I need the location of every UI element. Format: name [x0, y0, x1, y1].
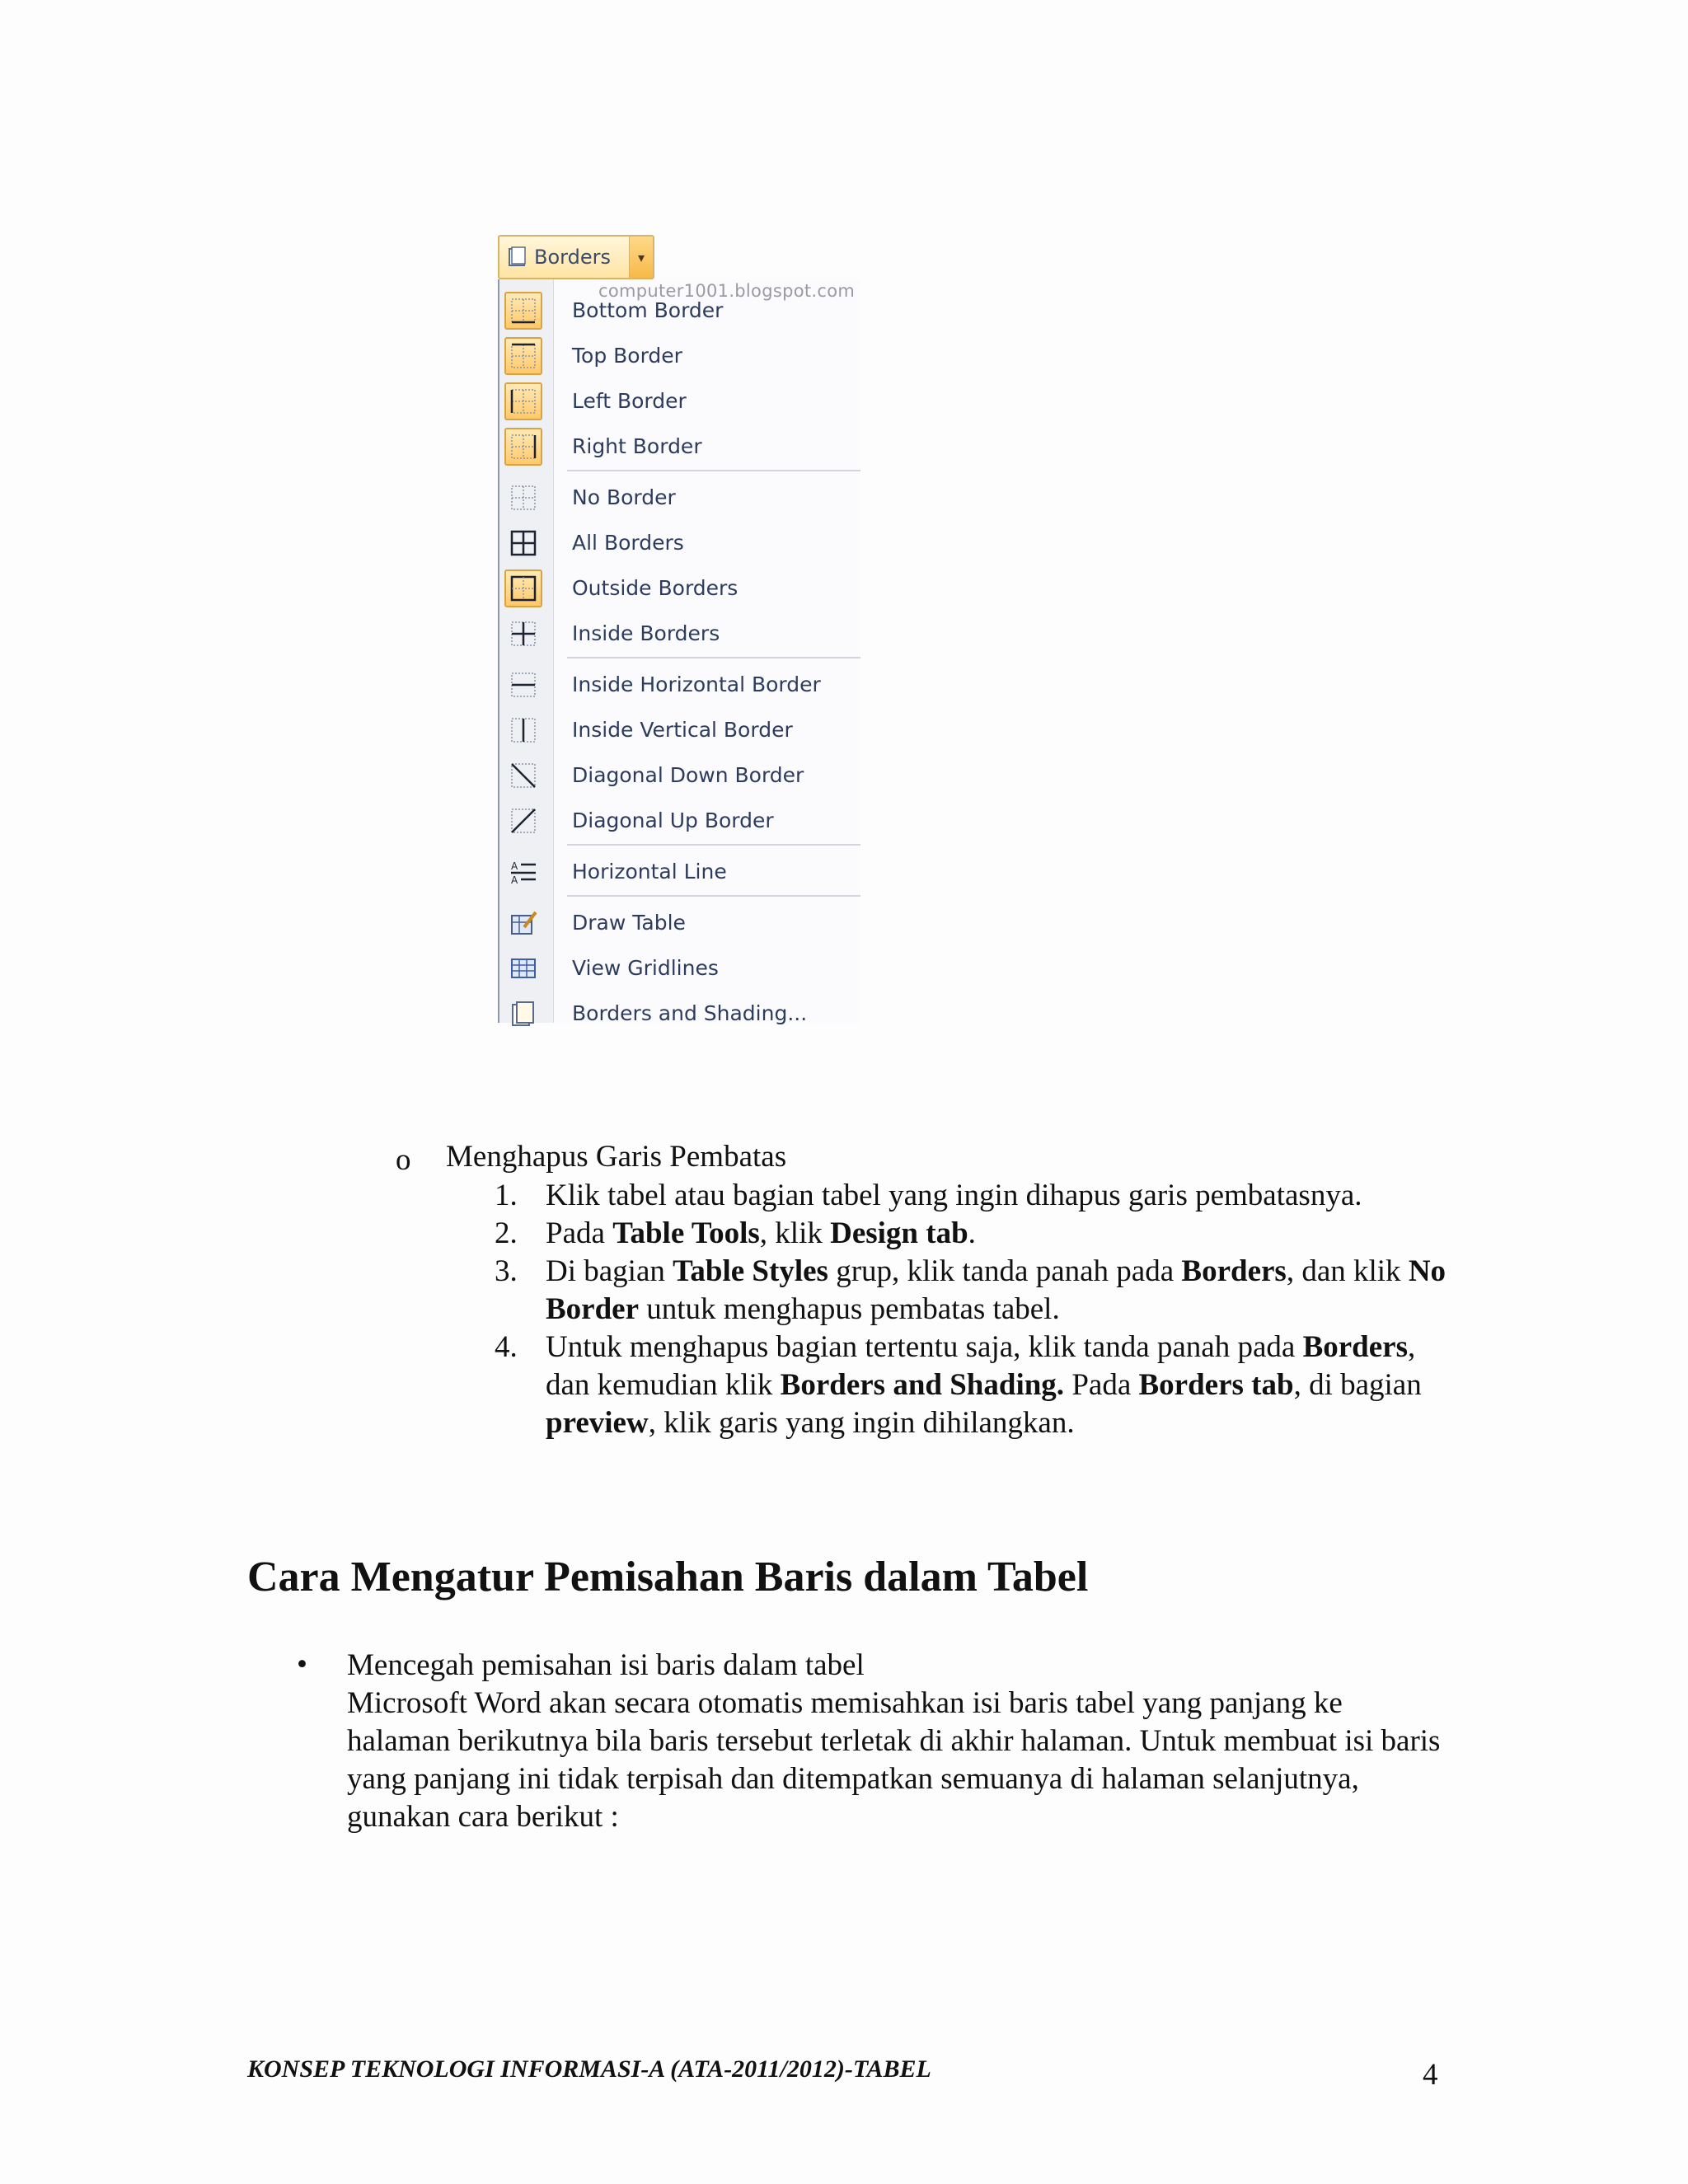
step-text: , dan kemudian klik — [546, 1330, 1416, 1402]
menu-item-diagonal-up-border[interactable] — [499, 798, 860, 843]
borders-dropdown-button[interactable] — [498, 235, 654, 279]
menu-item-no-border[interactable] — [499, 475, 860, 520]
borders-icon — [508, 246, 528, 269]
inside-vertical-border-icon — [504, 711, 542, 749]
step-number: 1. — [495, 1179, 518, 1212]
step-item — [495, 1177, 1459, 1215]
menu-item-top-border[interactable] — [499, 333, 860, 378]
menu-item-label: Right Border — [572, 434, 702, 458]
menu-item-label: Inside Borders — [572, 621, 720, 645]
right-border-icon — [504, 428, 542, 466]
menu-item-borders-shading[interactable] — [499, 991, 860, 1036]
outside-borders-icon — [504, 569, 542, 607]
menu-item-diagonal-down-border[interactable] — [499, 752, 860, 798]
bold-term: Borders tab — [1138, 1368, 1294, 1402]
bullet-marker: • — [297, 1647, 307, 1681]
footer-title: KONSEP TEKNOLOGI INFORMASI-A (ATA-2011/2012)-TABEL — [247, 2055, 931, 2083]
borders-menu-panel — [498, 279, 860, 1023]
step-item — [495, 1329, 1459, 1442]
step-text: grup, klik tanda panah pada — [828, 1254, 1182, 1288]
svg-text:A: A — [511, 874, 518, 886]
step-text: Pada — [1064, 1368, 1139, 1402]
menu-item-horizontal-line[interactable] — [499, 849, 860, 894]
menu-item-label: Inside Horizontal Border — [572, 673, 821, 696]
draw-table-icon — [504, 904, 542, 942]
diagonal-down-border-icon — [504, 757, 542, 794]
bold-term: preview — [546, 1406, 649, 1440]
bold-term: Borders and Shading. — [780, 1368, 1065, 1402]
inside-horizontal-border-icon — [504, 666, 542, 704]
sub-bullet-marker: o — [396, 1143, 411, 1177]
section-heading: Cara Mengatur Pemisahan Baris dalam Tabel — [247, 1554, 1089, 1601]
step-text: , klik — [759, 1216, 831, 1250]
step-item — [495, 1215, 1459, 1253]
menu-item-inside-borders[interactable] — [499, 611, 860, 656]
step-text: Pada — [546, 1216, 613, 1250]
bold-term: Table Tools — [612, 1216, 760, 1250]
menu-item-label: Draw Table — [572, 911, 686, 935]
bold-term: Borders — [1302, 1330, 1408, 1364]
menu-item-label: All Borders — [572, 531, 684, 555]
menu-item-label: Bottom Border — [572, 298, 724, 322]
menu-item-label: Outside Borders — [572, 576, 738, 600]
menu-items — [499, 288, 860, 1036]
menu-item-label: Left Border — [572, 389, 687, 413]
left-border-icon — [504, 382, 542, 420]
diagonal-up-border-icon — [504, 802, 542, 840]
menu-item-label: Inside Vertical Border — [572, 718, 793, 742]
page-number: 4 — [1423, 2058, 1438, 2092]
step-text: Untuk menghapus bagian tertentu saja, klik tanda panah pada — [546, 1330, 1303, 1364]
all-borders-icon — [504, 524, 542, 562]
bullet-item — [347, 1647, 1443, 1836]
step-text: untuk menghapus pembatas tabel. — [639, 1292, 1060, 1326]
bold-term: Design tab — [830, 1216, 968, 1250]
no-border-icon — [504, 479, 542, 517]
menu-item-all-borders[interactable] — [499, 520, 860, 565]
menu-item-label: Top Border — [572, 344, 682, 368]
step-text: , di bagian — [1293, 1368, 1422, 1402]
step-number: 4. — [495, 1330, 518, 1364]
menu-item-right-border[interactable] — [499, 424, 860, 469]
bold-term: Table Styles — [673, 1254, 828, 1288]
step-text: . — [968, 1216, 976, 1250]
step-text: , klik garis yang ingin dihilangkan. — [648, 1406, 1075, 1440]
bottom-border-icon — [504, 292, 542, 330]
subsection-title: Menghapus Garis Pembatas — [446, 1140, 787, 1174]
step-text: Klik tabel atau bagian tabel yang ingin dihapus garis pembatasnya. — [546, 1179, 1362, 1212]
menu-item-draw-table[interactable] — [499, 900, 860, 945]
step-item — [495, 1253, 1459, 1329]
menu-item-outside-borders[interactable] — [499, 565, 860, 611]
steps-list — [495, 1177, 1459, 1442]
menu-item-label: Diagonal Up Border — [572, 808, 774, 832]
step-number: 3. — [495, 1254, 518, 1288]
menu-item-label: Borders and Shading... — [572, 1001, 808, 1025]
inside-borders-icon — [504, 615, 542, 653]
menu-item-label: No Border — [572, 485, 676, 509]
menu-item-view-gridlines[interactable] — [499, 945, 860, 991]
menu-item-label: Horizontal Line — [572, 860, 727, 883]
view-gridlines-icon — [504, 949, 542, 987]
chevron-down-icon[interactable]: ▾ — [629, 237, 653, 278]
horizontal-line-icon — [504, 853, 542, 891]
borders-shading-icon — [504, 995, 542, 1033]
menu-item-left-border[interactable] — [499, 378, 860, 424]
bullet-title: Mencegah pemisahan isi baris dalam tabel — [347, 1648, 865, 1682]
svg-text:A: A — [511, 860, 518, 872]
step-number: 2. — [495, 1216, 518, 1250]
watermark: computer1001.blogspot.com — [598, 281, 856, 301]
borders-button-label: Borders — [534, 246, 611, 269]
menu-item-inside-horizontal-border[interactable] — [499, 662, 860, 707]
bold-term: No Border — [546, 1254, 1447, 1326]
menu-item-label: Diagonal Down Border — [572, 763, 804, 787]
borders-menu-screenshot — [498, 235, 860, 1023]
step-text: , dan klik — [1286, 1254, 1409, 1288]
top-border-icon — [504, 337, 542, 375]
menu-item-label: View Gridlines — [572, 956, 719, 980]
bold-term: Borders — [1181, 1254, 1287, 1288]
step-text: Di bagian — [546, 1254, 673, 1288]
bullet-body: Microsoft Word akan secara otomatis memisahkan isi baris tabel yang panjang ke halaman berikutnya bila baris tersebut terletak di akhir halaman. Untuk membuat isi baris yang panjang ini tidak terpisah dan ditempatkan semuanya di halaman selanjutnya, gunakan cara berikut : — [347, 1686, 1441, 1834]
menu-item-inside-vertical-border[interactable] — [499, 707, 860, 752]
